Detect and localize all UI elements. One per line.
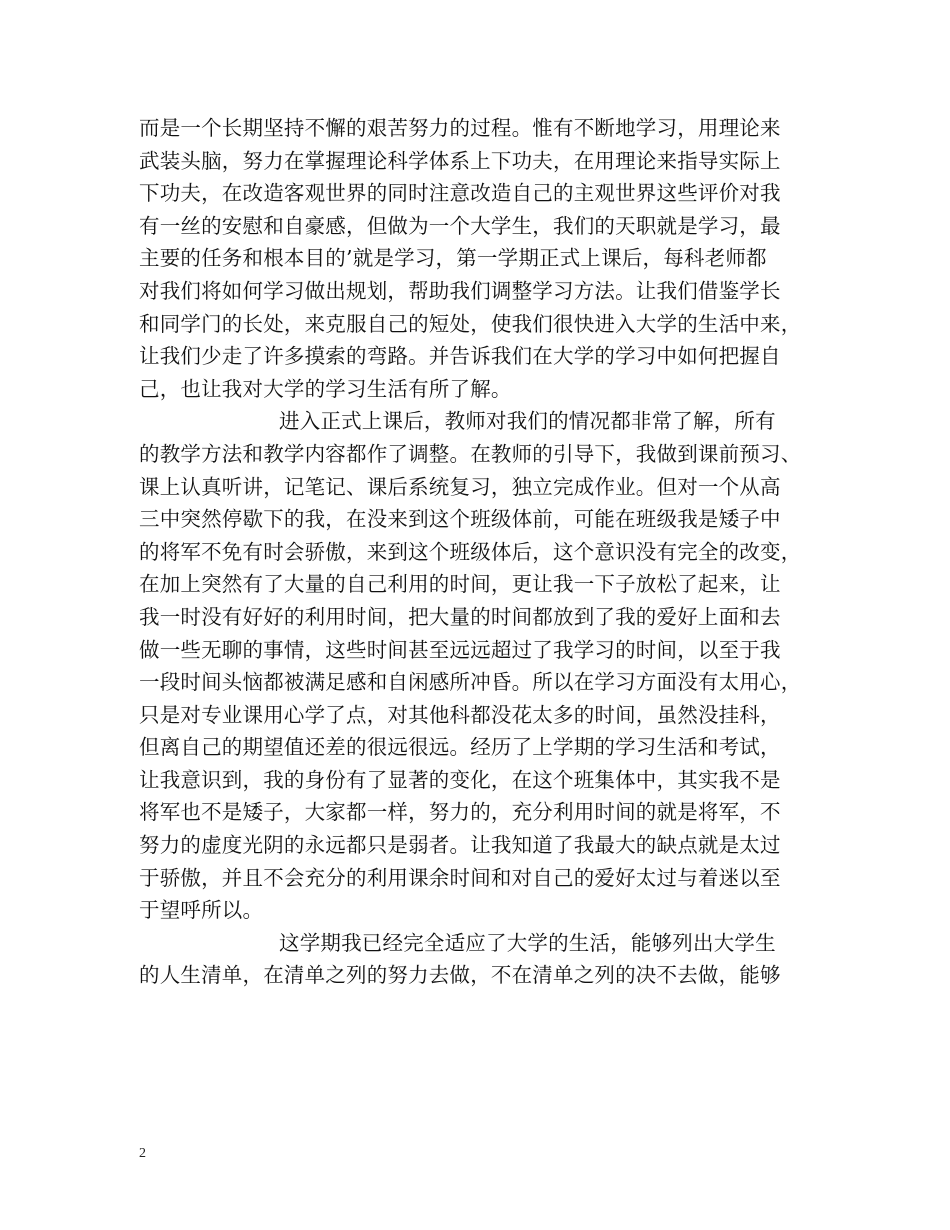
text-line: 己，也让我对大学的学习生活有所了解。 [139, 376, 512, 401]
page-number: 2 [139, 1146, 146, 1161]
text-line: 做一些无聊的事情，这些时间甚至远远超过了我学习的时间，以至于我 [139, 637, 781, 662]
text-line-indented: 这学期我已经完全适应了大学的生活，能够列出大学生 [279, 930, 776, 955]
text-line: 和同学门的长处，来克服自己的短处，使我们很快进入大学的生活中来， [139, 311, 802, 336]
text-line: 将军也不是矮子，大家都一样，努力的，充分利用时间的就是将军，不 [139, 800, 781, 825]
text-line: 三中突然停歇下的我，在没来到这个班级体前，可能在班级我是矮子中 [139, 507, 781, 532]
text-line-indented: 进入正式上课后，教师对我们的情况都非常了解，所有 [279, 409, 776, 434]
document-body [139, 112, 815, 992]
text-line: 下功夫，在改造客观世界的同时注意改造自己的主观世界这些评价对我 [139, 181, 781, 206]
text-line: 主要的任务和根本目的’就是学习，第一学期正式上课后，每科老师都 [139, 246, 767, 271]
text-line: 让我们少走了许多摸索的弯路。并告诉我们在大学的学习中如何把握自 [139, 344, 781, 369]
text-line: 让我意识到，我的身份有了显著的变化，在这个班集体中，其实我不是 [139, 767, 781, 792]
text-line: 在加上突然有了大量的自己利用的时间，更让我一下子放松了起来，让 [139, 572, 781, 597]
paragraph-3 [139, 927, 815, 992]
text-line: 努力的虚度光阴的永远都只是弱者。让我知道了我最大的缺点就是太过 [139, 833, 781, 858]
text-line: 于骄傲，并且不会充分的利用课余时间和对自己的爱好太过与着迷以至 [139, 865, 781, 890]
text-line: 我一时没有好好的利用时间，把大量的时间都放到了我的爱好上面和去 [139, 604, 781, 629]
text-line: 武装头脑，努力在掌握理论科学体系上下功夫，在用理论来指导实际上 [139, 148, 781, 173]
paragraph-1 [139, 112, 815, 405]
text-line: 课上认真听讲，记笔记、课后系统复习，独立完成作业。但对一个从高 [139, 474, 781, 499]
text-line: 只是对专业课用心学了点，对其他科都没花太多的时间，虽然没挂科， [139, 702, 781, 727]
text-line: 而是一个长期坚持不懈的艰苦努力的过程。惟有不断地学习，用理论来 [139, 116, 781, 140]
text-line: 的人生清单，在清单之列的努力去做，不在清单之列的决不去做，能够 [139, 963, 781, 988]
text-line: 但离自己的期望值还差的很远很远。经历了上学期的学习生活和考试， [139, 735, 781, 760]
text-line: 有一丝的安慰和自豪感，但做为一个大学生，我们的天职就是学习，最 [139, 213, 781, 238]
text-line: 对我们将如何学习做出规划，帮助我们调整学习方法。让我们借鉴学长 [139, 278, 781, 303]
text-line: 于望呼所以。 [139, 898, 264, 923]
text-line: 一段时间头恼都被满足感和自闲感所冲昏。所以在学习方面没有太用心， [139, 670, 802, 695]
text-line: 的教学方法和教学内容都作了调整。在教师的引导下，我做到课前预习、 [139, 441, 802, 466]
text-line: 的将军不免有时会骄傲，来到这个班级体后，这个意识没有完全的改变， [139, 539, 802, 564]
paragraph-2 [139, 405, 815, 927]
